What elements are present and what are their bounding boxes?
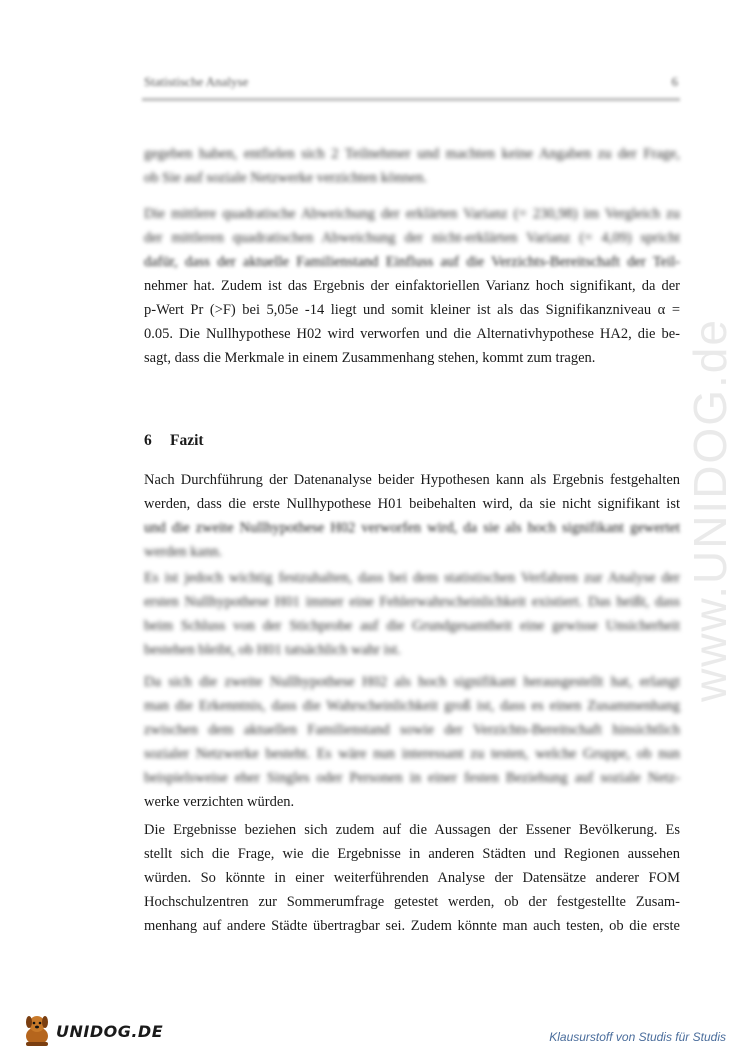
text-line: dafür, dass der aktuelle Familienstand Einfluss auf die Verzichts-Bereitschaft der Teil- [144,254,680,270]
text-line: und die zweite Nullhypothese H02 verworfen wird, da sie als hoch signifikant gewertet [144,520,680,536]
text-line: beim Schluss von der Stichprobe auf die Grundgesamtheit eine gewisse Unsicherheit [144,618,680,634]
page-number: 6 [671,74,678,89]
watermark-text: www.UNIDOG.de [684,318,736,702]
text-line: werden kann. [144,544,223,560]
text-line: Es ist jedoch wichtig festzuhalten, dass bei dem statistischen Verfahren zur Analyse der [144,570,680,586]
text-line: beispielsweise eher Singles oder Personen in einer festen Beziehung auf soziale Netz- [144,770,680,786]
unidog-logo[interactable] [20,1010,164,1050]
text-line: gegeben haben, entfielen sich 2 Teilnehmer und machten keine Angaben zu der Frage, [144,146,680,162]
text-line: werden, dass die erste Nullhypothese H01 beibehalten wird, da sie nicht signifikant ist [144,496,680,512]
logo-text: UNIDOG.DE [56,1022,164,1041]
paragraph-5 [144,670,680,814]
text-line: ob Sie auf soziale Netzwerke verzichten können. [144,170,428,186]
text-line: nehmer hat. Zudem ist das Ergebnis der einfaktoriellen Varianz hoch signifikant, da der [144,278,680,294]
text-line: Die mittlere quadratische Abweichung der erklärten Varianz (= 230,98) im Vergleich zu [144,206,680,222]
paragraph-1 [144,142,680,190]
text-line: Da sich die zweite Nullhypothese H02 als hoch signifikant herausgestellt hat, erlangt [144,674,680,690]
paragraph-3 [144,468,680,564]
text-line: ersten Nullhypothese H01 immer eine Fehlerwahrscheinlichkeit existiert. Das heißt, dass [144,594,680,610]
running-header [142,66,680,101]
paragraph-4 [144,566,680,662]
section-title: Fazit [170,432,204,449]
text-line: der mittleren quadratischen Abweichung der nicht-erklärten Varianz (= 4,09) spricht [144,230,680,246]
text-line: werke verzichten würden. [144,794,295,810]
text-line: sozialer Netzwerke besteht. Es wäre nun interessant zu testen, welche Gruppe, ob nun [144,746,680,762]
text-line: man die Erkenntnis, dass die Wahrscheinlichkeit groß ist, dass es einen Zusammenhang [144,698,680,714]
text-line: Hochschulzentren zur Sommerumfrage getestet werden, ob der festgestellte Zusam- [144,894,680,910]
text-line: Nach Durchführung der Datenanalyse beider Hypothesen kann als Ergebnis festgehalten [144,472,680,488]
text-line: bestehen bleibt, ob H01 tatsächlich wahr ist. [144,642,401,658]
footer-claim: Klausurstoff von Studis für Studis [549,1030,726,1044]
text-line: sagt, dass die Merkmale in einem Zusammenhang stehen, kommt zum tragen. [144,350,596,366]
running-header-title: Statistische Analyse [144,74,249,89]
text-line: Die Ergebnisse beziehen sich zudem auf die Aussagen der Essener Bevölkerung. Es [144,822,680,838]
text-line: zwischen dem aktuellen Familienstand sowie der Verzichts-Bereitschaft hinsichtlich [144,722,680,738]
text-line: stellt sich die Frage, wie die Ergebnisse in anderen Städten und Regionen aussehen [144,846,680,862]
text-line: 0.05. Die Nullhypothese H02 wird verworfen und die Alternativhypothese HA2, die be- [144,326,680,342]
text-line: p-Wert Pr (>F) bei 5,05e -14 liegt und somit kleiner ist als das Signifikanzniveau α = [144,302,680,318]
text-line: würden. So könnte in einer weiterführenden Analyse der Datensätze anderer FOM [144,870,680,886]
section-number: 6 [144,432,152,449]
text-line: menhang auf andere Städte übertragbar sei. Zudem könnte man auch testen, ob die erste [144,918,680,934]
paragraph-6 [144,818,680,938]
paragraph-2 [144,202,680,370]
dog-icon [20,1012,54,1048]
section-heading [144,432,204,450]
